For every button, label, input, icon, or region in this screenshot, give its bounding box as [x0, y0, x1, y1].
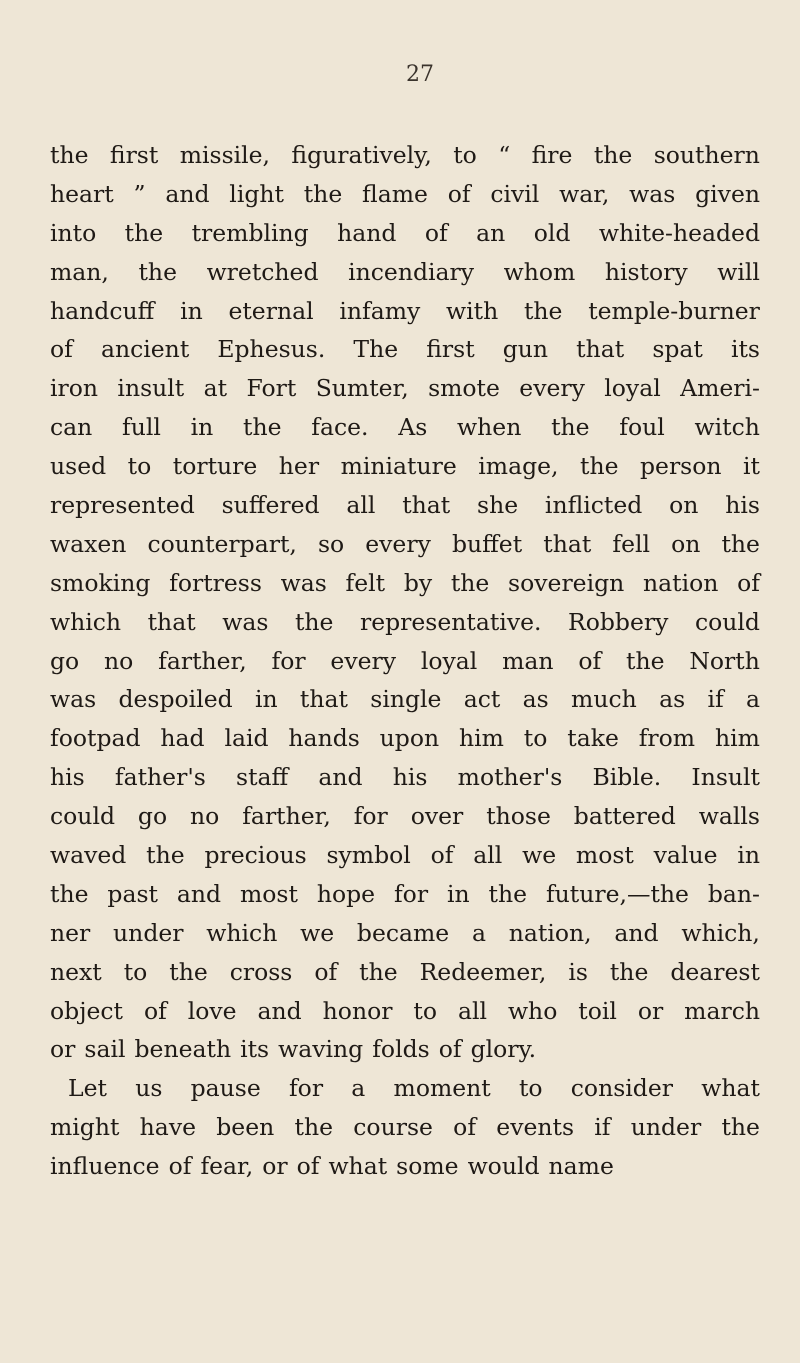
text-line: into the trembling hand of an old white-headed	[50, 218, 760, 247]
text-line: or sail beneath its waving folds of glory.	[50, 1035, 537, 1064]
text-line: of ancient Ephesus. The first gun that spat its	[50, 335, 760, 364]
text-line: the past and most hope for in the future,—the ban-	[50, 879, 760, 908]
text-line: the first missile, figuratively, to “ fire the southern	[50, 141, 760, 169]
text-line: handcuff in eternal infamy with the temple-burner	[50, 296, 760, 325]
body-text	[50, 136, 760, 1186]
text-line: which that was the representative. Robbery could	[50, 607, 760, 636]
text-line: go no farther, for every loyal man of the North	[50, 646, 760, 675]
text-line: man, the wretched incendiary whom history will	[50, 257, 760, 286]
text-line: next to the cross of the Redeemer, is the dearest	[50, 957, 760, 986]
text-line: influence of fear, or of what some would name	[50, 1152, 614, 1181]
text-line: his father's staff and his mother's Bible. Insult	[50, 763, 760, 792]
text-line: can full in the face. As when the foul witch	[50, 413, 760, 442]
text-line: could go no farther, for over those battered walls	[50, 802, 760, 831]
text-line: Let us pause for a moment to consider what	[68, 1074, 760, 1103]
text-line: smoking fortress was felt by the sovereign nation of	[50, 568, 760, 597]
text-line: might have been the course of events if under the	[50, 1113, 760, 1142]
text-line: heart ” and light the flame of civil war, was given	[50, 179, 760, 208]
text-line: was despoiled in that single act as much as if a	[50, 685, 760, 714]
page-number: 27	[406, 62, 434, 87]
text-line: iron insult at Fort Sumter, smote every loyal Ameri-	[50, 374, 760, 403]
text-line: footpad had laid hands upon him to take from him	[50, 724, 760, 753]
text-line: ner under which we became a nation, and which,	[50, 918, 760, 947]
text-line: object of love and honor to all who toil or march	[50, 996, 760, 1025]
text-line: used to torture her miniature image, the person it	[50, 452, 760, 481]
text-line: waved the precious symbol of all we most value in	[50, 841, 760, 870]
text-line: represented suffered all that she inflicted on his	[50, 491, 760, 520]
text-line: waxen counterpart, so every buffet that fell on the	[50, 529, 760, 558]
